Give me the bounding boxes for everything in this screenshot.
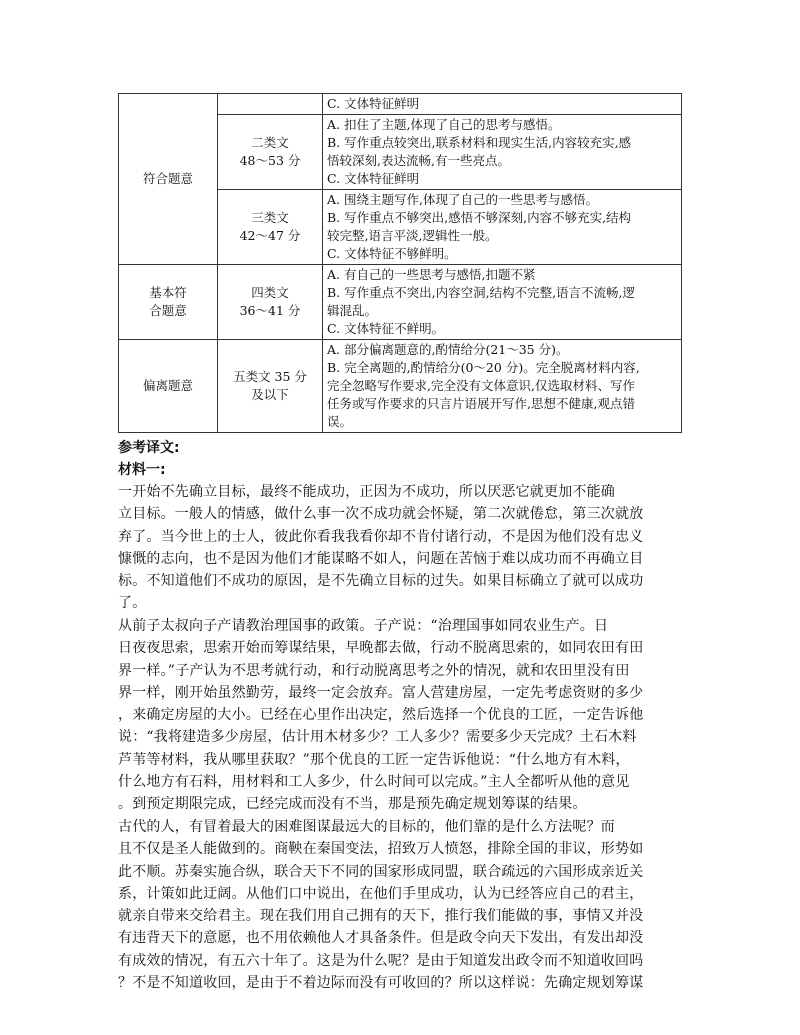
criteria-line: C. 文体特征不鲜明。 [327,321,445,336]
material-one-heading: 材料一: [118,462,166,478]
paragraph-line: 此不顺。苏秦实施合纵，联合天下不同的国家形成同盟，联合疏远的六国形成亲近关 [118,863,644,880]
paragraph-line: 从前子太叔向子产请教治理国事的政策。子产说：“治理国事如同农业生产。日 [118,618,609,634]
criteria-cell [323,340,682,433]
paragraph-line: 什么地方有石料，用材料和工人多少，什么时间可以完成。”主人全都听从他的意见 [118,774,630,791]
criteria-line: 较完整,语言平淡,逻辑性一般。 [327,228,498,243]
criteria-line: A. 围绕主题写作,体现了自己的一些思考与感悟。 [327,192,598,207]
paragraph-line: 慷慨的志向，也不是因为他们才能谋略不如人，问题在苦恼于难以成功而不再确立目 [118,550,644,567]
table-row [119,94,682,115]
criteria-line: 任务或写作要求的只言片语展开写作,思想不健康,观点错 [327,396,635,411]
grade-cell [218,115,323,190]
paragraph-line: 立目标。一般人的情感，做什么事一次不成功就会怀疑，第二次就倦怠，第三次就放 [118,506,644,523]
translation-heading: 参考译文: [118,440,180,456]
paragraph-line: 了。 [118,595,147,612]
category-cell [119,340,218,433]
category-cell [119,94,218,265]
paragraph-line: 就亲自带来交给君主。现在我们用自己拥有的天下，推行我们能做的事，事情又并没 [118,908,644,925]
criteria-line: C. 文体特征不够鲜明。 [327,246,457,261]
grade-cell [218,265,323,340]
table-row [119,265,682,340]
criteria-line: B. 写作重点较突出,联系材料和现实生活,内容较充实,感 [327,135,632,150]
grade-label: 二类文 [251,135,289,150]
criteria-line: A. 部分偏离题意的,酌情给分(21～35 分)。 [327,342,569,357]
grade-label: 四类文 [251,285,289,300]
grade-score-range: 48～53 分 [239,153,301,168]
paragraph-line: 芦苇等材料，我从哪里获取？”那个优良的工匠一定告诉他说：“什么地方有木料， [118,751,630,768]
grade-cell [218,340,323,433]
criteria-cell [323,265,682,340]
paragraph-line: 弃了。当今世上的士人，彼此你看我我看你却不肯付诸行动，不是因为他们没有忠义 [118,528,644,545]
criteria-line: B. 完全离题的,酌情给分(0～20 分)。完全脱离材料内容, [327,360,640,375]
category-cell [119,265,218,340]
grade-label: 三类文 [251,210,289,225]
paragraph-line: 有成效的情况，有五六十年了。这是为什么呢？是由于知道发出政令而不知道收回吗 [118,952,644,969]
criteria-cell [323,190,682,265]
criteria-line: 悟较深刻,表达流畅,有一些亮点。 [327,153,510,168]
category-label: 合题意 [149,303,187,318]
paragraph-line: 界一样。”子产认为不思考就行动，和行动脱离思考之外的情况，就和农田里没有田 [118,662,630,679]
criteria-line: 误。 [327,414,353,429]
translation-paragraph-3 [118,816,682,994]
paragraph-line: 。到预定期限完成，已经完成而没有不当，那是预先确定规划筹谋的结果。 [118,796,587,813]
paragraph-line: 日夜夜思索，思索开始而筹谋结果，早晚都去做，行动不脱离思索的，如同农田有田 [118,640,644,657]
grade-score-range: 及以下 [251,387,289,402]
criteria-line: 完全忽略写作要求,完全没有文体意识,仅选取材料、写作 [327,378,635,393]
category-label: 偏离题意 [142,378,193,393]
paragraph-line: 说：“我将建造多少房屋，估计用木材多少？工人多少？需要多少天完成？土石木料 [118,729,637,746]
translation-paragraph-2 [118,615,682,816]
grade-score-range: 36～41 分 [239,303,301,318]
category-label: 基本符 [149,285,187,300]
grade-score-range: 42～47 分 [239,228,301,243]
paragraph-line: ？不是不知道收回，是由于不着边际而没有可收回的？所以这样说：先确定规划筹谋 [118,975,644,992]
criteria-cell [323,94,682,115]
criteria-line: 辑混乱。 [327,303,378,318]
paragraph-line: 有违背天下的意愿，也不用依赖他人才具备条件。但是政令向天下发出，有发出却没 [118,930,644,947]
grade-cell [218,190,323,265]
criteria-line: B. 写作重点不突出,内容空洞,结构不完整,语言不流畅,逻 [327,285,636,300]
paragraph-line: ，来确定房屋的大小。已经在心里作出决定，然后选择一个优良的工匠，一定告诉他 [118,707,644,724]
criteria-line: C. 文体特征鲜明 [327,171,420,186]
paragraph-line: 系，计策如此迂阔。从他们口中说出，在他们手里成功，认为已经答应自己的君主， [118,885,644,902]
grade-cell [218,94,323,115]
paragraph-line: 界一样，刚开始虽然勤劳，最终一定会放弃。富人营建房屋，一定先考虑资财的多少 [118,684,644,701]
criteria-line: C. 文体特征鲜明 [327,96,420,111]
paragraph-line: 一开始不先确立目标，最终不能成功，正因为不成功，所以厌恶它就更加不能确 [118,484,615,500]
criteria-line: A. 有自己的一些思考与感悟,扣题不紧 [327,267,536,282]
criteria-line: B. 写作重点不够突出,感悟不够深刻,内容不够充实,结构 [327,210,632,225]
paragraph-line: 古代的人，有冒着最大的困难图谋最远大的目标的，他们靠的是什么方法呢？而 [118,819,615,835]
table-row [119,340,682,433]
category-label: 符合题意 [142,171,193,186]
criteria-cell [323,115,682,190]
criteria-line: A. 扣住了主题,体现了自己的思考与感悟。 [327,117,561,132]
grade-label: 五类文 35 分 [233,369,307,384]
paragraph-line: 标。不知道他们不成功的原因，是不先确立目标的过失。如果目标确立了就可以成功 [118,573,644,590]
translation-paragraph-1 [118,481,682,615]
scoring-rubric-table [118,93,682,433]
paragraph-line: 且不仅是圣人能做到的。商鞅在秦国变法，招致万人愤怒，排除全国的非议，形势如 [118,841,644,858]
